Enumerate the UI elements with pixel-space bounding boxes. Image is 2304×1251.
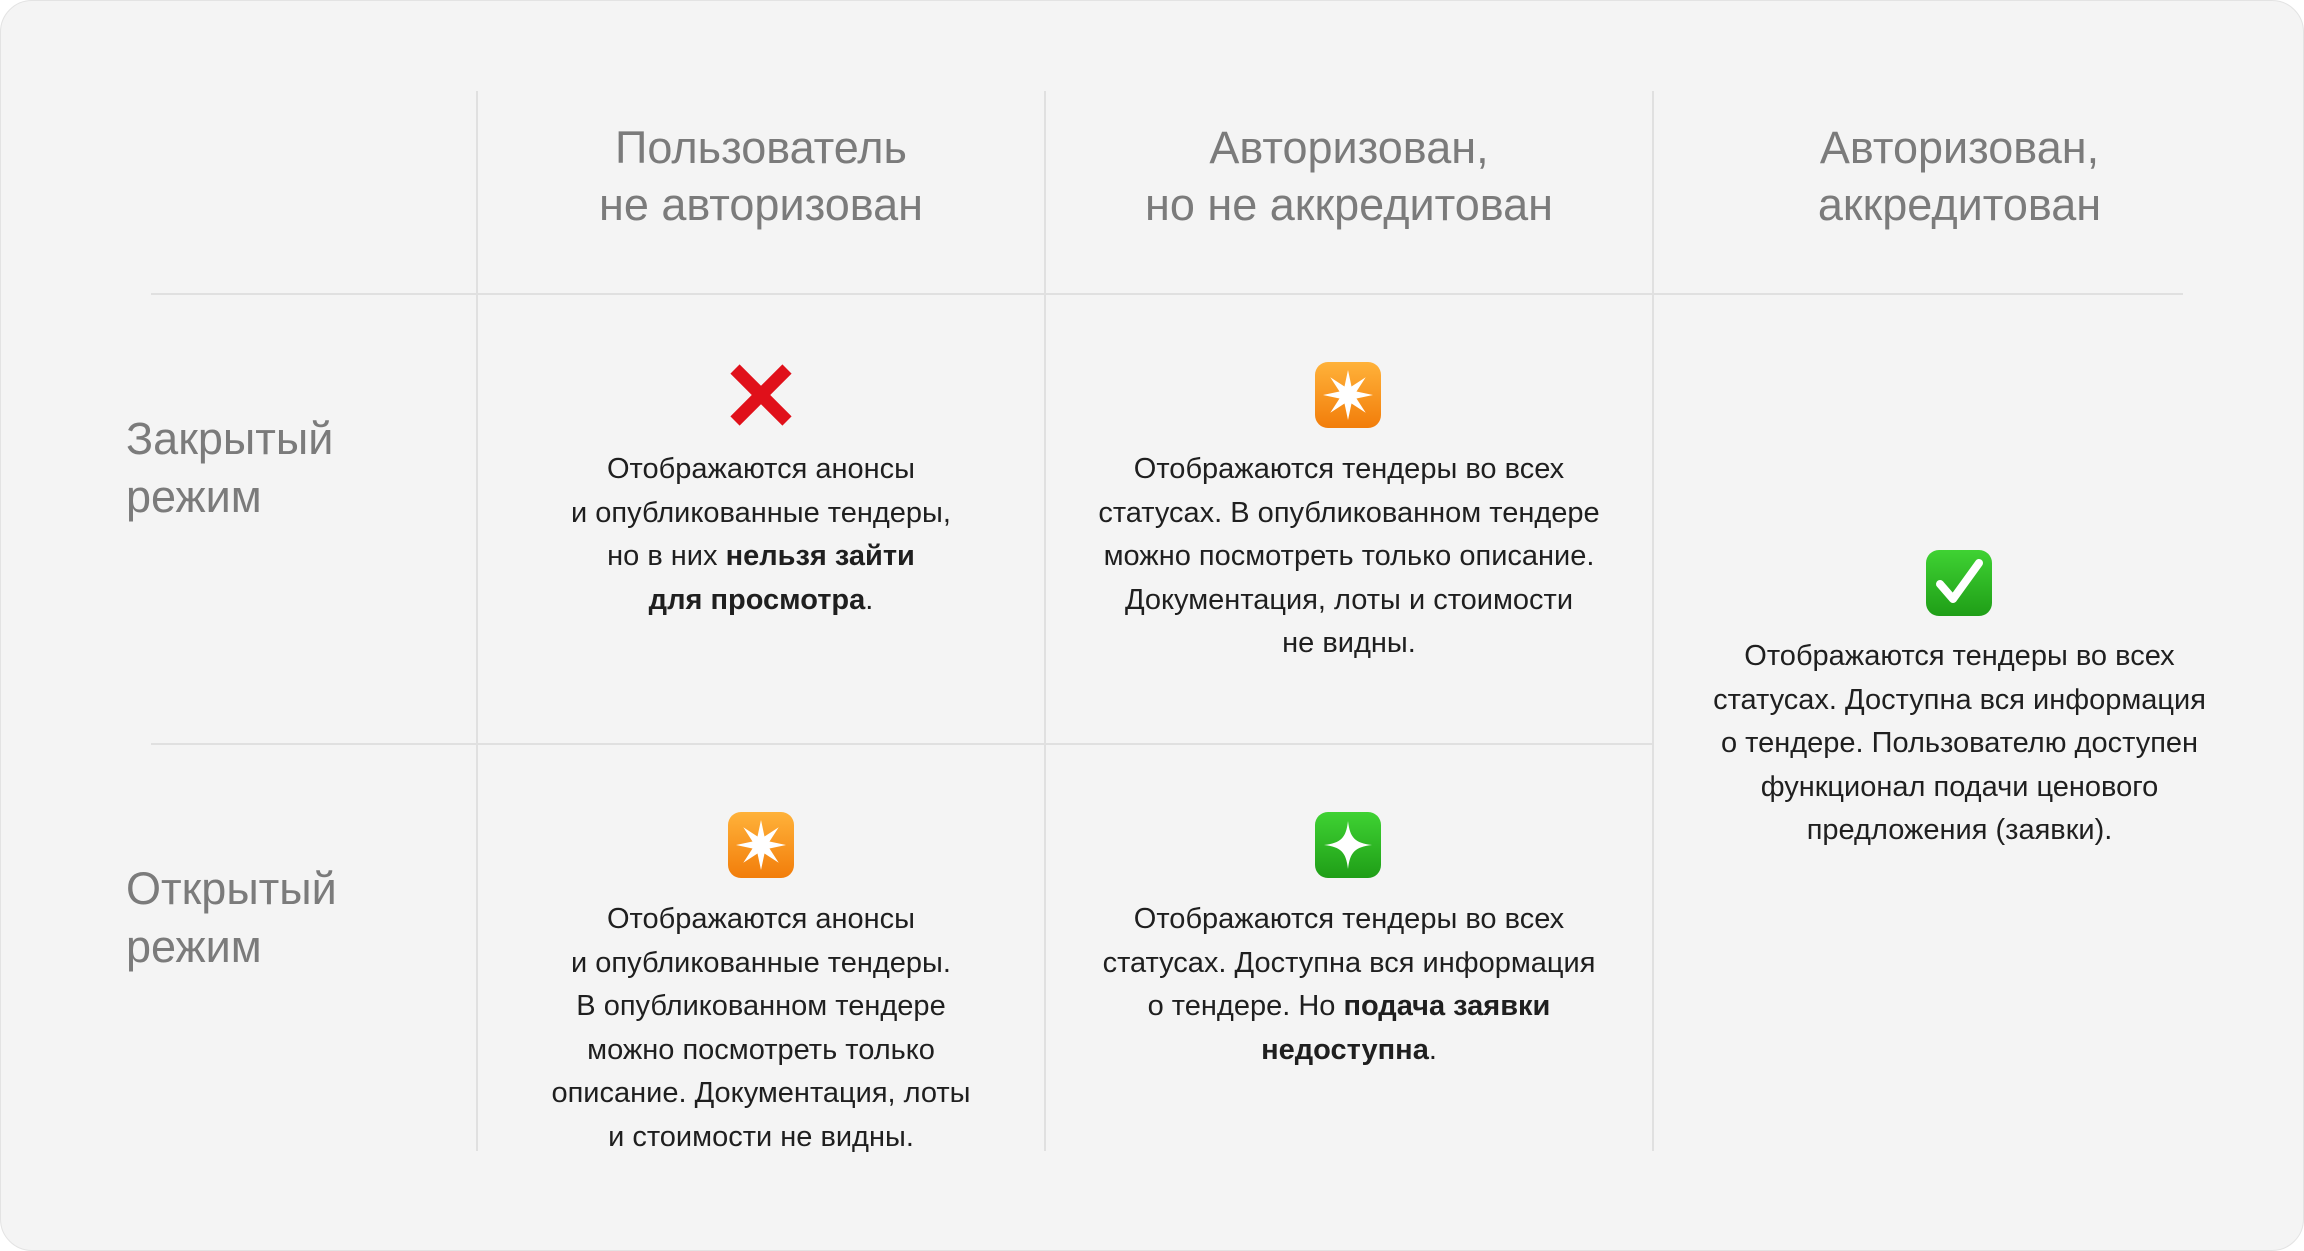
cell-text: и опубликованные тендеры. bbox=[571, 946, 951, 979]
cell-open-authorized bbox=[1049, 898, 1649, 1072]
cell-bold-text: для просмотра bbox=[648, 583, 866, 616]
column-header-line: Пользователь bbox=[614, 122, 908, 173]
cell-text: предложения (заявки). bbox=[1806, 814, 2113, 846]
eight-pointed-star-icon bbox=[1314, 361, 1382, 429]
cell-text: Отображаются анонсы bbox=[607, 453, 915, 485]
grid-line bbox=[1652, 91, 1654, 1151]
cell-closed-authorized bbox=[1049, 448, 1649, 666]
row-label-closed bbox=[126, 410, 333, 526]
cell-closed-unauthorized bbox=[481, 448, 1041, 622]
cell-text: статусах. Доступна вся информация bbox=[1713, 683, 2206, 716]
column-header-line: не авторизован bbox=[598, 179, 924, 230]
cell-bold-text: подача заявки bbox=[1343, 990, 1551, 1022]
cell-open-unauthorized bbox=[481, 898, 1041, 1159]
cell-text: статусах. Доступна вся информация bbox=[1102, 946, 1596, 979]
check-mark-icon bbox=[1925, 549, 1993, 617]
row-label-line: режим bbox=[126, 471, 262, 522]
cell-text: не видны. bbox=[1282, 627, 1416, 659]
column-header-unauthorized bbox=[481, 119, 1041, 233]
cell-text: Отображаются тендеры во всех bbox=[1133, 453, 1565, 485]
cell-text: функционал подачи ценового bbox=[1760, 770, 2159, 803]
cell-text: . bbox=[1428, 1033, 1437, 1066]
grid-line bbox=[151, 293, 2183, 295]
column-header-line: Авторизован, bbox=[1209, 122, 1489, 173]
cell-text: описание. Документация, лоты bbox=[551, 1077, 971, 1109]
sparkle-icon bbox=[1314, 811, 1382, 879]
cell-text bbox=[1049, 985, 1649, 1029]
cell-text: В опубликованном тендере bbox=[576, 990, 946, 1022]
cell-text bbox=[1049, 1029, 1649, 1073]
cell-text: Отображаются тендеры во всех bbox=[1133, 903, 1565, 935]
cross-mark-icon bbox=[727, 361, 795, 429]
row-label-line: Закрытый bbox=[126, 413, 334, 464]
cell-text bbox=[481, 579, 1041, 623]
cell-text: можно посмотреть только bbox=[587, 1033, 935, 1066]
cell-text: о тендере. Пользователю доступен bbox=[1720, 727, 2199, 759]
cell-text: можно посмотреть только описание. bbox=[1103, 540, 1595, 572]
column-header-line: но не аккредитован bbox=[1144, 179, 1554, 230]
cell-bold-text: нельзя зайти bbox=[725, 540, 915, 572]
cell-text: Отображаются тендеры во всех bbox=[1744, 640, 2175, 672]
cell-text bbox=[481, 535, 1041, 579]
eight-pointed-star-icon bbox=[727, 811, 795, 879]
column-header-accredited bbox=[1657, 119, 2262, 233]
column-header-line: аккредитован bbox=[1817, 179, 2102, 230]
row-label-line: режим bbox=[126, 921, 262, 972]
cell-text: и опубликованные тендеры, bbox=[571, 496, 951, 529]
grid-line bbox=[1044, 91, 1046, 1151]
cell-text: о тендере. Но bbox=[1147, 990, 1344, 1022]
grid-line bbox=[151, 743, 1653, 745]
column-header-line: Авторизован, bbox=[1819, 122, 2100, 173]
row-label-line: Открытый bbox=[126, 863, 337, 914]
cell-text: и стоимости не видны. bbox=[608, 1120, 914, 1153]
grid-line bbox=[476, 91, 478, 1151]
cell-bold-text: недоступна bbox=[1261, 1033, 1429, 1066]
cell-accredited bbox=[1657, 635, 2262, 853]
cell-text: . bbox=[865, 583, 874, 616]
column-header-authorized bbox=[1049, 119, 1649, 233]
cell-text: статусах. В опубликованном тендере bbox=[1098, 496, 1600, 529]
cell-text: Документация, лоты и стоимости bbox=[1124, 583, 1574, 616]
row-label-open bbox=[126, 860, 337, 976]
cell-text: но в них bbox=[607, 540, 726, 572]
cell-text: Отображаются анонсы bbox=[607, 903, 915, 935]
